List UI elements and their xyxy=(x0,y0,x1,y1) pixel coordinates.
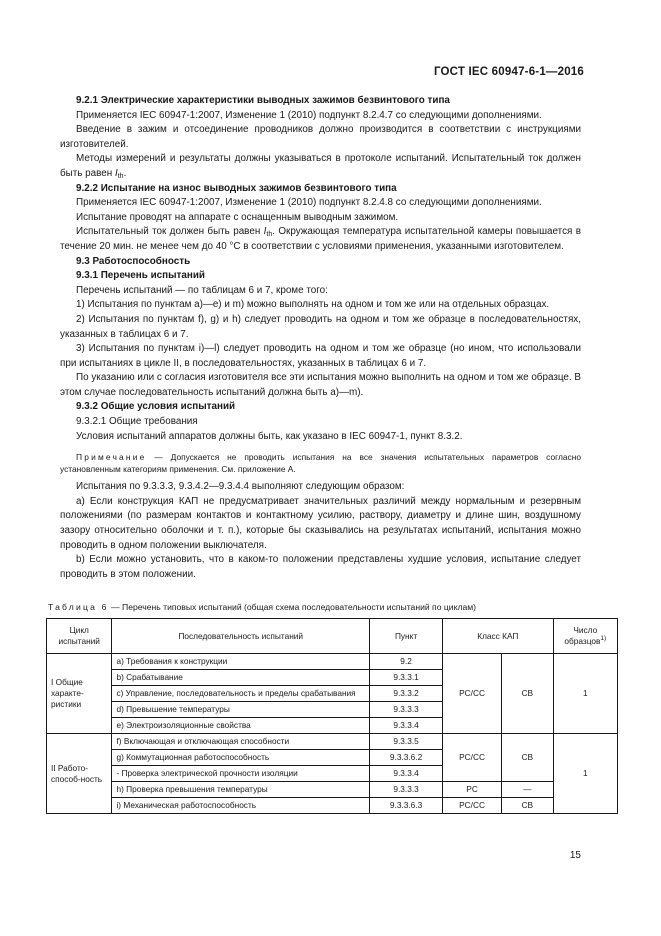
clause-cell: 9.3.3.6.3 xyxy=(370,798,443,814)
section-9-3-title: 9.3 Работоспособность xyxy=(76,255,191,267)
paragraph: Введение в зажим и отсоединение проводников должно производится в соответствии с инструкциями изготовителей. xyxy=(60,124,581,150)
class-cell: PC/CC xyxy=(443,654,502,734)
section-9-3-2-title: 9.3.2 Общие условия испытаний xyxy=(76,401,236,413)
sequence-cell: - Проверка электрической прочности изоляции xyxy=(112,766,370,782)
list-item: a) Если конструкция КАП не предусматривает значительных различий между нормальным и резервным положениями (по размерам контактов и контактному усилию, раствору, диаметру и длине шин, воздушному зазору относительно оболочки и т. п.), которые бы сказывались на результатах испытаний, испытания можно проводить в одном положении выключателя. xyxy=(60,495,581,551)
table-row xyxy=(47,782,618,798)
list-item: b) Если можно установить, что в каком-то положении представлены худшие условия, испытание следует проводить в этом положении. xyxy=(60,554,581,580)
clause-cell: 9.3.3.6.2 xyxy=(370,750,443,766)
sequence-cell: d) Превышение температуры xyxy=(112,702,370,718)
note: Примечание — Допускается не проводить испытания на все значения испытательных параметров согласно установленным категориям применения. См. приложение А. xyxy=(60,452,581,475)
list-item: 2) Испытания по пунктам f), g) и h) следует проводить на одном и том же образце в последовательностях, указанных в таблицах 6 и 7. xyxy=(60,313,581,340)
sequence-cell: e) Электроизоляционные свойства xyxy=(112,718,370,734)
clause-cell: 9.3.3.2 xyxy=(370,686,443,702)
col-header-count: Число образцов$^{1)}$ xyxy=(553,619,617,654)
sequence-cell: f) Включающая и отключающая способности xyxy=(112,734,370,750)
clause-cell: 9.3.3.1 xyxy=(370,670,443,686)
paragraph: Применяется IEC 60947-1:2007, Изменение 1 (2010) подпункт 8.2.4.8 со следующими дополнениями. xyxy=(76,197,542,209)
list-item: 3) Испытания по пунктам i)—l) следует проводить на одном и том же образце (но ином, что использовали при испытаниях в цикле II, в последовательностях, указанных в таблицах 6 и 7. xyxy=(60,343,581,369)
sequence-cell: h) Проверка превышения температуры xyxy=(112,782,370,798)
clause-cell: 9.3.3.3 xyxy=(370,702,443,718)
class-cell: CB xyxy=(502,798,554,814)
class-cell: CB xyxy=(502,734,554,782)
table-caption: Таблица 6 — Перечень типовых испытаний (общая схема последовательности испытаний по циклам) xyxy=(48,602,477,612)
note-label: Примечание xyxy=(76,452,147,463)
clause-cell: 9.3.3.3 xyxy=(370,782,443,798)
paragraph: По указанию или с согласия изготовителя все эти испытания можно выполнить на одном и том же образце. В этом случае последовательность испытаний должна быть a)—m). xyxy=(60,372,581,398)
class-cell: PC/CC xyxy=(443,798,502,814)
clause-cell: 9.3.3.4 xyxy=(370,766,443,782)
col-header-clause: Пункт xyxy=(370,619,443,654)
paragraph: Методы измерений и результаты должны указываться в протоколе испытаний. Испытательный ток должен быть равен $I_{th}$. xyxy=(60,153,581,180)
paragraph: Применяется IEC 60947-1:2007, Изменение 1 (2010) подпункт 8.2.4.7 со следующими дополнениями. xyxy=(76,109,542,121)
col-header-class: Класс КАП xyxy=(443,619,554,654)
page-number: 15 xyxy=(569,850,581,861)
class-cell: — xyxy=(502,782,554,798)
body-text xyxy=(60,94,581,582)
clause-cell: 9.2 xyxy=(370,654,443,670)
table-row xyxy=(47,798,618,814)
class-cell: CB xyxy=(502,654,554,734)
class-cell: PC xyxy=(443,782,502,798)
paragraph: Испытания по 9.3.3.3, 9.3.4.2—9.3.4.4 выполняют следующим образом: xyxy=(76,481,405,493)
count-cell: 1 xyxy=(553,654,617,734)
sequence-cell: i) Механическая работоспособность xyxy=(112,798,370,814)
clause-cell: 9.3.3.4 xyxy=(370,718,443,734)
table-header-row xyxy=(47,619,618,654)
section-9-2-1-title: 9.2.1 Электрические характеристики выводных зажимов безвинтового типа xyxy=(76,95,450,106)
class-cell: PC/CC xyxy=(443,734,502,782)
col-header-cycle: Цикл испытаний xyxy=(47,619,112,654)
tests-table xyxy=(46,618,618,814)
section-9-2-2-title: 9.2.2 Испытание на износ выводных зажимов безвинтового типа xyxy=(76,182,397,194)
list-item: 1) Испытания по пунктам a)—e) и m) можно выполнять на одном и том же или на отдельных образцах. xyxy=(76,299,550,311)
sequence-cell: a) Требования к конструкции xyxy=(112,654,370,670)
cycle-cell: II Работо-способ-ность xyxy=(47,734,112,814)
clause-cell: 9.3.3.5 xyxy=(370,734,443,750)
section-9-3-2-1-title: 9.3.2.1 Общие требования xyxy=(76,416,198,428)
paragraph: Испытательный ток должен быть равен $I_{th}$. Окружающая температура испытательной камеры повышается в течение 20 мин. не менее чем до 40 °C в соответствии с условиями применения, указанными изготовителем. xyxy=(60,226,581,252)
table-row xyxy=(47,734,618,750)
sequence-cell: b) Срабатывание xyxy=(112,670,370,686)
col-header-sequence: Последовательность испытаний xyxy=(112,619,370,654)
count-cell: 1 xyxy=(553,734,617,814)
table-row xyxy=(47,654,618,670)
section-9-3-1-title: 9.3.1 Перечень испытаний xyxy=(76,270,205,282)
sequence-cell: c) Управление, последовательность и пределы срабатывания xyxy=(112,686,370,702)
paragraph: Условия испытаний аппаратов должны быть, как указано в IEC 60947-1, пункт 8.3.2. xyxy=(76,430,463,442)
standard-header: ГОСТ IEC 60947-6-1—2016 xyxy=(433,66,584,78)
paragraph: Испытание проводят на аппарате с оснащенным выводным зажимом. xyxy=(76,211,399,223)
sequence-cell: g) Коммутационная работоспособность xyxy=(112,750,370,766)
cycle-cell: I Общие характе-ристики xyxy=(47,654,112,734)
paragraph: Перечень испытаний — по таблицам 6 и 7, кроме того: xyxy=(76,284,328,296)
